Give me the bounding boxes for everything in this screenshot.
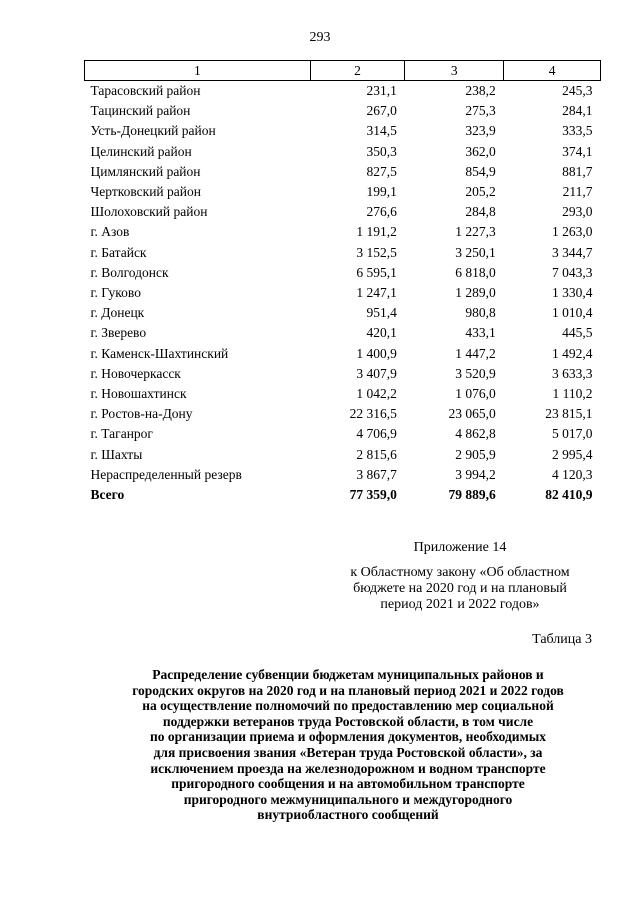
column-header: 4 bbox=[504, 61, 601, 81]
value-cell: 77 359,0 bbox=[349, 487, 397, 503]
row-label-cell: г. Новошахтинск bbox=[90, 386, 187, 402]
value-cell: 6 818,0 bbox=[455, 264, 496, 280]
table-row bbox=[85, 303, 601, 323]
value-cell: 3 633,3 bbox=[552, 365, 593, 381]
value-cell: 1 492,4 bbox=[552, 345, 593, 361]
title-line: городских округов на 2020 год и на плановый период 2021 и 2022 годов bbox=[132, 682, 564, 698]
value-cell: 827,5 bbox=[366, 163, 397, 179]
value-cell: 1 400,9 bbox=[356, 345, 397, 361]
value-cell: 2 815,6 bbox=[356, 446, 397, 462]
value-cell: 4 706,9 bbox=[356, 426, 397, 442]
row-label-cell: г. Ростов-на-Дону bbox=[90, 406, 193, 422]
value-cell: 238,2 bbox=[465, 83, 496, 98]
row-label-cell: г. Гуково bbox=[90, 285, 141, 301]
table-row bbox=[85, 202, 601, 222]
value-cell: 5 017,0 bbox=[552, 426, 593, 442]
value-cell: 82 410,9 bbox=[545, 487, 593, 503]
title-line: исключением проезда на железнодорожном и водном транспорте bbox=[150, 760, 546, 776]
title-line: внутриобластного сообщений bbox=[257, 807, 439, 823]
value-cell: 3 250,1 bbox=[455, 244, 496, 260]
row-label-cell: г. Шахты bbox=[90, 446, 143, 462]
value-cell: 199,1 bbox=[366, 184, 397, 200]
value-cell: 433,1 bbox=[465, 325, 496, 341]
value-cell: 1 110,2 bbox=[552, 386, 593, 402]
row-label-cell: г. Новочеркасск bbox=[90, 365, 181, 381]
value-cell: 7 043,3 bbox=[552, 264, 593, 280]
value-cell: 1 447,2 bbox=[455, 345, 496, 361]
row-label-cell: г. Донецк bbox=[90, 305, 145, 321]
value-cell: 980,8 bbox=[465, 305, 496, 321]
row-label-cell: г. Батайск bbox=[90, 244, 147, 260]
value-cell: 3 867,7 bbox=[356, 466, 397, 482]
table-row bbox=[85, 424, 601, 444]
value-cell: 1 191,2 bbox=[356, 224, 397, 240]
table-row bbox=[85, 222, 601, 242]
value-cell: 6 595,1 bbox=[356, 264, 397, 280]
row-label-cell: Нераспределенный резерв bbox=[90, 466, 242, 482]
value-cell: 4 862,8 bbox=[455, 426, 496, 442]
table-row bbox=[85, 81, 601, 102]
row-label-cell: г. Таганрог bbox=[90, 426, 153, 442]
document-title bbox=[92, 667, 604, 823]
value-cell: 333,5 bbox=[562, 123, 593, 139]
title-line: пригородного сообщения и на автомобильном транспорте bbox=[171, 776, 525, 792]
table-row bbox=[85, 404, 601, 424]
table-row bbox=[85, 121, 601, 141]
value-cell: 245,3 bbox=[562, 83, 593, 98]
value-cell: 211,7 bbox=[562, 184, 593, 200]
row-label-cell: Всего bbox=[90, 487, 125, 503]
value-cell: 1 042,2 bbox=[356, 386, 397, 402]
table-row bbox=[85, 364, 601, 384]
value-cell: 1 247,1 bbox=[356, 285, 397, 301]
value-cell: 23 065,0 bbox=[448, 406, 496, 422]
value-cell: 79 889,6 bbox=[448, 487, 496, 503]
value-cell: 3 407,9 bbox=[356, 365, 397, 381]
value-cell: 231,1 bbox=[366, 83, 397, 98]
row-label-cell: г. Зверево bbox=[90, 325, 147, 341]
title-line: на осуществление полномочий по предоставлению мер социальной bbox=[142, 698, 554, 714]
table-row bbox=[85, 182, 601, 202]
title-line: Распределение субвенции бюджетам муниципальных районов и bbox=[152, 667, 544, 682]
value-cell: 275,3 bbox=[465, 103, 496, 119]
value-cell: 284,8 bbox=[465, 204, 496, 220]
value-cell: 1 330,4 bbox=[552, 285, 593, 301]
subvention-table bbox=[84, 60, 601, 505]
value-cell: 1 227,3 bbox=[455, 224, 496, 240]
value-cell: 951,4 bbox=[366, 305, 397, 321]
row-label-cell: Усть-Донецкий район bbox=[90, 123, 216, 139]
appendix-line: к Областному закону «Об областном bbox=[350, 565, 570, 580]
row-label-cell: г. Азов bbox=[90, 224, 130, 240]
title-line: поддержки ветеранов труда Ростовской области, в том числе bbox=[162, 713, 534, 729]
value-cell: 1 076,0 bbox=[455, 386, 496, 402]
value-cell: 1 010,4 bbox=[552, 305, 593, 321]
table-row bbox=[85, 101, 601, 121]
value-cell: 374,1 bbox=[562, 143, 593, 159]
title-line: для присвоения звания «Ветеран труда Ростовской области», за bbox=[153, 744, 543, 760]
value-cell: 3 520,9 bbox=[455, 365, 496, 381]
table-label: Таблица 3 bbox=[532, 632, 592, 647]
value-cell: 2 995,4 bbox=[552, 446, 593, 462]
table-row bbox=[85, 465, 601, 485]
table-row bbox=[85, 323, 601, 343]
row-label-cell: Чертковский район bbox=[90, 184, 201, 200]
table-total-row bbox=[85, 485, 601, 505]
value-cell: 23 815,1 bbox=[545, 406, 593, 422]
value-cell: 293,0 bbox=[562, 204, 593, 220]
value-cell: 276,6 bbox=[366, 204, 397, 220]
value-cell: 4 120,3 bbox=[552, 466, 593, 482]
column-header: 3 bbox=[405, 61, 504, 81]
column-header: 1 bbox=[85, 61, 311, 81]
page-number: 293 bbox=[309, 30, 331, 45]
value-cell: 3 152,5 bbox=[356, 244, 397, 260]
table-row bbox=[85, 162, 601, 182]
value-cell: 3 344,7 bbox=[552, 244, 593, 260]
row-label-cell: Целинский район bbox=[90, 143, 192, 159]
table-row bbox=[85, 344, 601, 364]
row-label-cell: г. Волгодонск bbox=[90, 264, 169, 280]
table-row bbox=[85, 243, 601, 263]
value-cell: 284,1 bbox=[562, 103, 593, 119]
table-row bbox=[85, 283, 601, 303]
value-cell: 2 905,9 bbox=[455, 446, 496, 462]
value-cell: 881,7 bbox=[562, 163, 593, 179]
column-header: 2 bbox=[310, 61, 405, 81]
row-label-cell: г. Каменск-Шахтинский bbox=[90, 345, 229, 361]
value-cell: 323,9 bbox=[465, 123, 496, 139]
value-cell: 205,2 bbox=[465, 184, 496, 200]
value-cell: 420,1 bbox=[366, 325, 397, 341]
value-cell: 350,3 bbox=[366, 143, 397, 159]
appendix-title: Приложение 14 bbox=[413, 540, 507, 555]
row-label-cell: Тацинский район bbox=[90, 103, 191, 119]
value-cell: 22 316,5 bbox=[349, 406, 397, 422]
table-row bbox=[85, 263, 601, 283]
table-header-row bbox=[85, 61, 601, 81]
title-line: пригородного межмуниципального и междугородного bbox=[183, 791, 513, 807]
value-cell: 854,9 bbox=[465, 163, 496, 179]
table-row bbox=[85, 445, 601, 465]
value-cell: 362,0 bbox=[465, 143, 496, 159]
value-cell: 445,5 bbox=[562, 325, 593, 341]
table-row bbox=[85, 384, 601, 404]
appendix-line: период 2021 и 2022 годов» bbox=[380, 597, 540, 612]
appendix-block bbox=[330, 540, 590, 613]
title-line: по организации приема и оформления документов, необходимых bbox=[149, 729, 547, 745]
value-cell: 267,0 bbox=[366, 103, 397, 119]
value-cell: 1 289,0 bbox=[455, 285, 496, 301]
appendix-line: бюджете на 2020 год и на плановый bbox=[353, 581, 567, 596]
value-cell: 1 263,0 bbox=[552, 224, 593, 240]
row-label-cell: Тарасовский район bbox=[90, 83, 201, 98]
value-cell: 314,5 bbox=[366, 123, 397, 139]
row-label-cell: Цимлянский район bbox=[90, 163, 201, 179]
row-label-cell: Шолоховский район bbox=[90, 204, 208, 220]
value-cell: 3 994,2 bbox=[455, 466, 496, 482]
table-row bbox=[85, 142, 601, 162]
table-body bbox=[85, 81, 601, 506]
